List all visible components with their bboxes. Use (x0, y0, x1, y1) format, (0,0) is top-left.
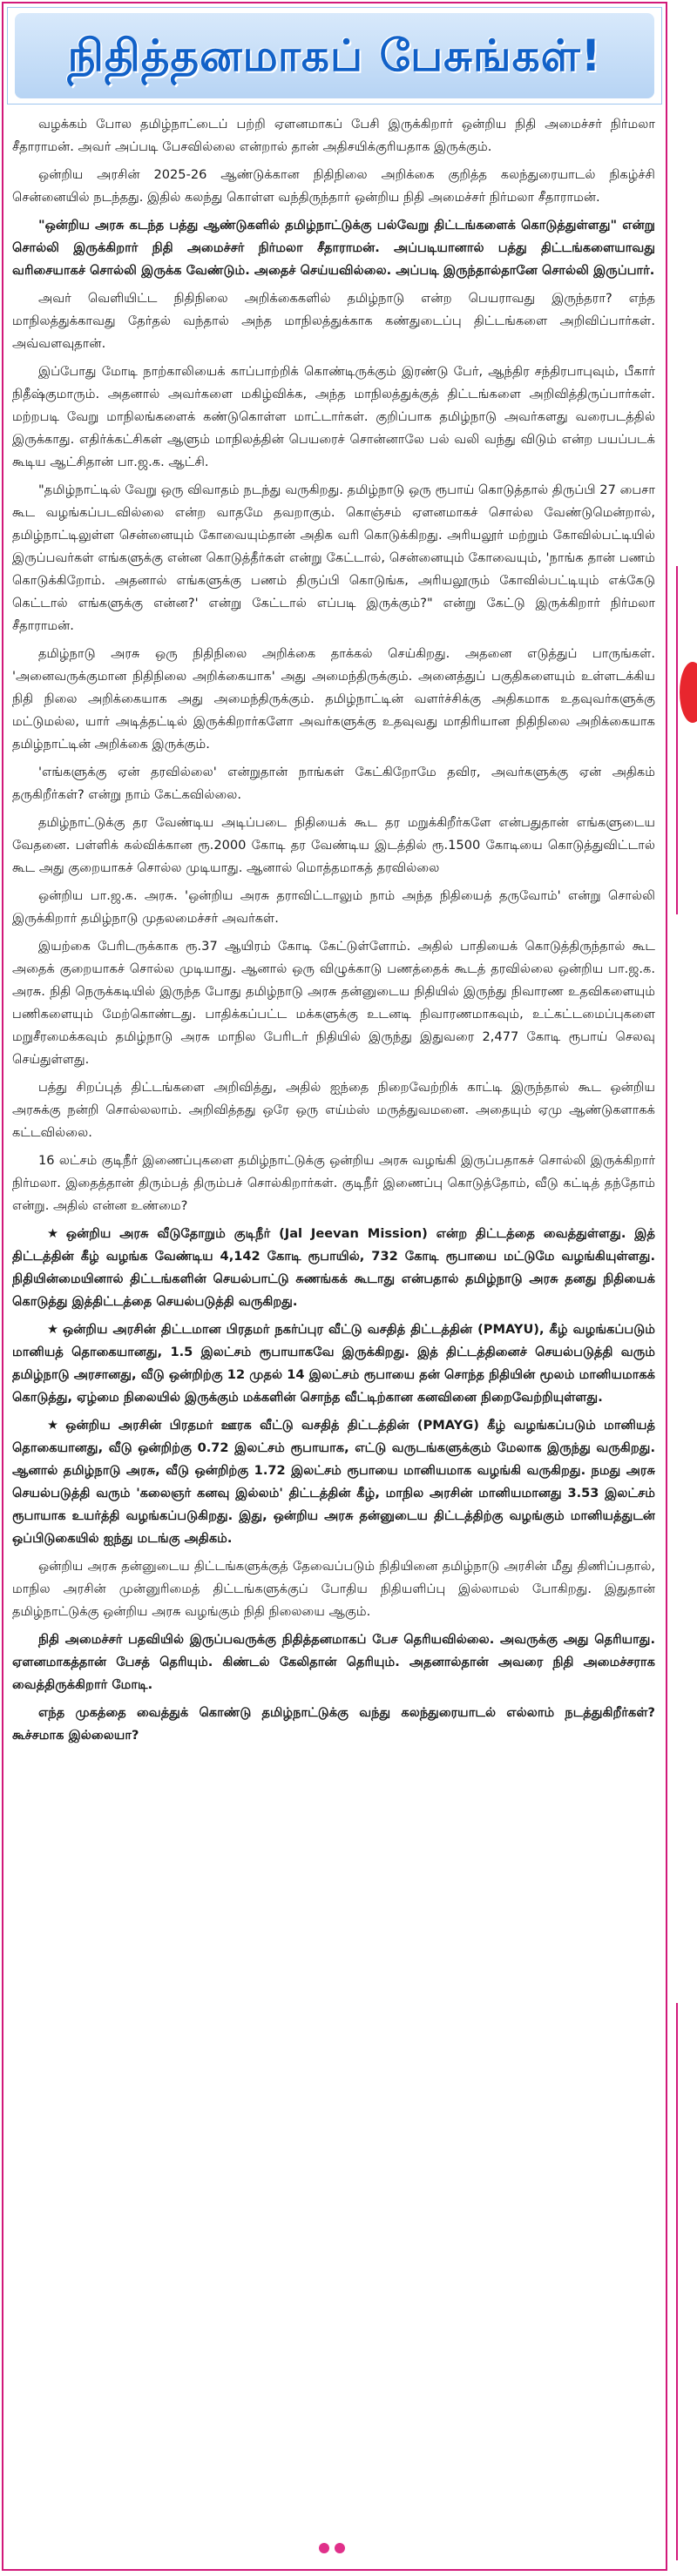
paragraph-11: இயற்கை பேரிடருக்காக ரூ.37 ஆயிரம் கோடி கேட்டுள்ளோம். அதில் பாதியைக் கொடுத்திருந்தால் கூட அதைக் குறையாகச் சொல்ல முடியாது. ஆனால் ஒரு விழுக்காடு பணத்தைக் கூடத் தரவில்லை ஒன்றிய பா.ஜ.க. அரசு. நிதி நெருக்கடியில் இருந்த போது தமிழ்நாடு அரசு தன்னுடைய நிதியில் இருந்து நிவாரண உதவிகளையும் பணிகளையும் மேற்கொண்டது. பாதிக்கப்பட்ட மக்களுக்கு உடனடி நிவாரணமாகவும், உட்கட்டமைப்புகளை மறுசீரமைக்கவும் தமிழ்நாடு அரசு மாநில பேரிடர் நிதியில் இருந்து இதுவரை 2,477 கோடி ரூபாய் செலவு செய்துள்ளது. (12, 939, 655, 1067)
bullet-text: ஒன்றிய அரசு வீடுதோறும் குடிநீர் (Jal Jeevan Mission) என்ற திட்டத்தை வைத்துள்ளது. இத் திட்டத்தின் கீழ் வழங்க வேண்டிய 4,142 கோடி ரூபாயில், 732 கோடி ரூபாயை மட்டுமே வழங்கியுள்ளது. நிதியின்மையினால் திட்டங்களின் செயல்பாட்டு சுணங்கக் கூடாது என்பதால் தமிழ்நாடு அரசு தனது நிதியைக் கொடுத்து இத்திட்டத்தை செயல்படுத்தி வருகிறது. (12, 1226, 655, 1309)
paragraph-8: 'எங்களுக்கு ஏன் தரவில்லை' என்றுதான் நாங்கள் கேட்கிறோமே தவிர, அவர்களுக்கு ஏன் அதிகம் தருகிறீர்கள்? என்று நாம் கேட்கவில்லை. (12, 765, 655, 802)
paragraph-2: ஒன்றிய அரசின் 2025-26 ஆண்டுக்கான நிதிநிலை அறிக்கை குறித்த கலந்துரையாடல் நிகழ்ச்சி சென்னையில் நடந்தது. இதில் கலந்து கொள்ள வந்திருந்தார் ஒன்றிய நிதி அமைச்சர் நிர்மலா சீதாராமன். (12, 167, 655, 205)
paragraph-18: நிதி அமைச்சர் பதவியில் இருப்பவருக்கு நிதித்தனமாகப் பேச தெரியவில்லை. அவருக்கு அது தெரியாது. ஏளனமாகத்தான் பேசத் தெரியும். கிண்டல் கேலிதான் தெரியும். அதனால்தான் அவரை நிதி அமைச்சராக வைத்திருக்கிறார் மோடி. (12, 1632, 655, 1692)
paragraph-3-rest: என்று சொல்லி இருக்கிறார் நிதி அமைச்சர் நிர்மலா சீதாராமன். அப்படியானால் பத்து திட்டங்களையாவது வரிசையாகச் சொல்லி இருக்க வேண்டும். அதைச் செய்யவில்லை. அப்படி இருந்தால்தானே சொல்லி இருப்பார். (12, 218, 655, 278)
headline-band (15, 13, 654, 98)
adjacent-graphic (680, 662, 697, 723)
paragraph-4: அவர் வெளியிட்ட நிதிநிலை அறிக்கைகளில் தமிழ்நாடு என்ற பெயராவது இருந்தரா? எந்த மாநிலத்துக்காவது தேர்தல் வந்தால் அந்த மாநிலத்துக்காக கண்துடைப்பு திட்டங்களை அறிவிப்பார்கள். அவ்வளவுதான். (12, 291, 655, 351)
star-icon: ★ (47, 1322, 60, 1337)
adjacent-rule (676, 566, 678, 914)
end-mark (319, 2543, 345, 2553)
paragraph-6: "தமிழ்நாட்டில் வேறு ஒரு விவாதம் நடந்து வருகிறது. தமிழ்நாடு ஒரு ரூபாய் கொடுத்தால் திருப்பி 27 பைசா கூட வழங்கப்படவில்லை என்ற வாதமே தவறாகும். கொஞ்சம் ஏளனமாகச் சொல்ல வேண்டுமென்றால், தமிழ்நாட்டிலுள்ள சென்னையும் கோவையும்தான் அதிக வரி கொடுக்கிறது. அரியலூர் மற்றும் கோவில்பட்டியில் இருப்பவர்கள் எங்களுக்கு என்ன கொடுத்தீர்கள் என்று கேட்டால், சென்னையும் கோவையும், 'நாங்க தான் பணம் கொடுக்கிறோம். அதனால் எங்களுக்கு பணம் திருப்பி கொடுங்க, அரியலூரும் கோவில்பட்டியும் எக்கேடு கெட்டால் எங்களுக்கு என்ன?' என்று கேட்டால் எப்படி இருக்கும்?" என்று கேட்டு இருக்கிறார் நிர்மலா சீதாராமன். (12, 482, 655, 633)
paragraph-9: தமிழ்நாட்டுக்கு தர வேண்டிய அடிப்படை நிதியைக் கூட தர மறுக்கிறீர்களே என்பதுதான் எங்களுடைய வேதனை. பள்ளிக் கல்விக்கான ரூ.2000 கோடி தர வேண்டிய இடத்தில் ரூ.1500 கோடியை கொடுத்துவிட்டால் கூட அது குறையாகச் சொல்ல முடியாது. ஆனால் மொத்தமாகத் தரவில்லை (12, 815, 655, 875)
paragraph-10: ஒன்றிய பா.ஜ.க. அரசு. 'ஒன்றிய அரசு தராவிட்டாலும் நாம் அந்த நிதியைத் தருவோம்' என்று சொல்லி இருக்கிறார் தமிழ்நாடு முதலமைச்சர் அவர்கள். (12, 888, 655, 926)
article-body (12, 113, 655, 2534)
paragraph-7: தமிழ்நாடு அரசு ஒரு நிதிநிலை அறிக்கை தாக்கல் செய்கிறது. அதனை எடுத்துப் பாருங்கள். 'அனைவருக்குமான நிதிநிலை அறிக்கையாக' அது அமைந்திருக்கும். அனைத்துப் பகுதிகளையும் உள்ளடக்கிய நிதி நிலை அறிக்கையாக அது அமைந்திருக்கும். தமிழ்நாட்டின் வளர்ச்சிக்கு அதிகமாக உதவுவர்களுக்கு மட்டுமல்ல, யார் அடித்தட்டில் இருக்கிறார்களோ அவர்களுக்கு உதவுவது மாதிரியான நிதிநிலை அறிக்கையாக தமிழ்நாட்டின் அறிக்கை இருக்கும். (12, 646, 655, 752)
paragraph-3 (12, 214, 655, 282)
paragraph-13: 16 லட்சம் குடிநீர் இணைப்புகளை தமிழ்நாட்டுக்கு ஒன்றிய அரசு வழங்கி இருப்பதாகச் சொல்லி இருக்கிறார் நிர்மலா. இதைத்தான் திரும்பத் திரும்பச் சொல்கிறார்கள். குடிநீர் இணைப்பு கொடுத்தோம், வீடு கட்டித் தந்தோம் என்று. அதில் என்ன உண்மை? (12, 1153, 655, 1213)
adjacent-column-edge (671, 0, 697, 2576)
end-dot (319, 2543, 329, 2553)
paragraph-19: எந்த முகத்தை வைத்துக் கொண்டு தமிழ்நாட்டுக்கு வந்து கலந்துரையாடல் எல்லாம் நடத்துகிறீர்கள்? கூச்சமாக இல்லையா? (12, 1705, 655, 1743)
adjacent-rule (676, 2003, 678, 2560)
bullet-jal-jeevan (12, 1223, 655, 1313)
paragraph-5: இப்போது மோடி நாற்காலியைக் காப்பாற்றிக் கொண்டிருக்கும் இரண்டு பேர், ஆந்திர சந்திரபாபுவும், பீகார் நிதீஷ்குமாரும். அதனால் அவர்களை மகிழ்விக்க, அந்த மாநிலத்துக்குத் திட்டங்களை அறிவித்திருப்பார்கள். மற்றபடி வேறு மாநிலங்களைக் கண்டுகொள்ள மாட்டார்கள். குறிப்பாக தமிழ்நாடு அவர்களது வரைபடத்தில் இருக்காது. எதிர்க்கட்சிகள் ஆளும் மாநிலத்தின் பெயரைச் சொன்னாலே பல் வலி வந்து விடும் என்ற பயப்படக் கூடிய ஆட்சிதான் பா.ஜ.க. ஆட்சி. (12, 364, 655, 469)
paragraph-12: பத்து சிறப்புத் திட்டங்களை அறிவித்து, அதில் ஐந்தை நிறைவேற்றிக் காட்டி இருந்தால் கூட ஒன்றிய அரசுக்கு நன்றி சொல்லலாம். அறிவித்தது ஒரே ஒரு எய்ம்ஸ் மருத்துவமனை. அதையும் ஏமு ஆண்டுகளாகக் கட்டவில்லை. (12, 1080, 655, 1140)
paragraph-1: வழக்கம் போல தமிழ்நாட்டைப் பற்றி ஏளனமாகப் பேசி இருக்கிறார் ஒன்றிய நிதி அமைச்சர் நிர்மலா சீதாராமன். அவர் அப்படி பேசவில்லை என்றால் தான் அதிசயிக்குரியதாக இருக்கும். (12, 117, 655, 154)
bullet-pmayu (12, 1318, 655, 1409)
star-icon: ★ (47, 1418, 63, 1433)
bullet-text: ஒன்றிய அரசின் திட்டமான பிரதமர் நகர்ப்புர வீட்டு வசதித் திட்டத்தின் (PMAYU), கீழ் வழங்கப்படும் மானியத் தொகையானது, 1.5 இலட்சம் ரூபாயாகவே இருக்கிறது. இத் திட்டத்தினைச் செயல்படுத்தி வரும் தமிழ்நாடு அரசானது, வீடு ஒன்றிற்கு 12 முதல் 14 இலட்சம் ரூபாயை தன் சொந்த நிதியின் மூலம் மானியமாகக் கொடுத்து, ஏழ்மை நிலையில் இருக்கும் மக்களின் சொந்த வீட்டிற்கான கனவினை நிறைவேற்றியுள்ளது. (12, 1322, 655, 1405)
paragraph-17: ஒன்றிய அரசு தன்னுடைய திட்டங்களுக்குத் தேவைப்படும் நிதியினை தமிழ்நாடு அரசின் மீது திணிப்பதால், மாநில அரசின் முன்னுரிமைத் திட்டங்களுக்குப் போதிய நிதியளிப்பு இல்லாமல் போகிறது. இதுதான் தமிழ்நாட்டுக்கு ஒன்றிய அரசு வழங்கும் நிதி நிலையை ஆகும். (12, 1559, 655, 1619)
masthead (7, 7, 662, 105)
end-dot (335, 2543, 345, 2553)
headline: நிதித்தனமாகப் பேசுங்கள்! (67, 30, 602, 81)
quote-bold: "ஒன்றிய அரசு கடந்த பத்து ஆண்டுகளில் தமிழ்நாட்டுக்கு பல்வேறு திட்டங்களைக் கொடுத்துள்ளது" (38, 218, 618, 233)
bullet-pmayg (12, 1414, 655, 1550)
star-icon: ★ (47, 1226, 63, 1241)
bullet-text: ஒன்றிய அரசின் பிரதமர் ஊரக வீட்டு வசதித் திட்டத்தின் (PMAYG) கீழ் வழங்கப்படும் மானியத் தொகையானது, வீடு ஒன்றிற்கு 0.72 இலட்சம் ரூபாயாக, எட்டு வருடங்களுக்கும் மேலாக இருந்து வருகிறது. ஆனால் தமிழ்நாடு அரசு, வீடு ஒன்றிற்கு 1.72 இலட்சம் ரூபாயை மானியமாக வழங்கி வருகிறது. நமது அரசு செயல்படுத்தி வரும் 'கலைஞர் கனவு இல்லம்' திட்டத்தின் கீழ், மாநில அரசின் மானியமானது 3.53 இலட்சம் ரூபாயாக உயர்த்தி வழங்கப்படுகிறது. இது, ஒன்றிய அரசு தன்னுடைய திட்டத்திற்கு வழங்கும் மானியத்துடன் ஒப்பிடுகையில் ஐந்து மடங்கு அதிகம். (12, 1418, 655, 1546)
